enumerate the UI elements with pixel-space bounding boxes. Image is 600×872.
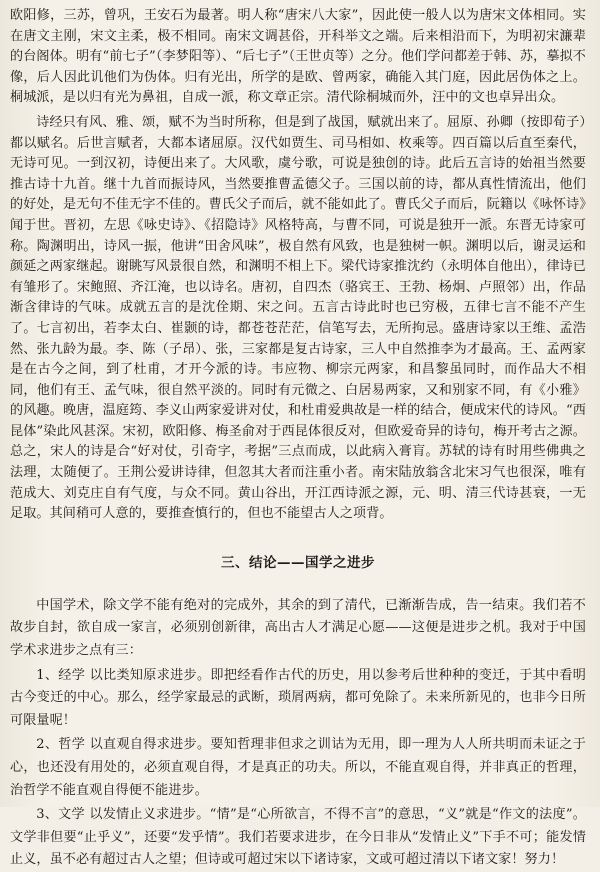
- paragraph-literature: 3、文学 以发情止义求进步。“情”是“心所欲言，不得不言”的意思，“义”就是“作文的法度”。文学非但要“止乎义”，还要“发乎情”。我们若要求进步，在今日非从“发情止义”下手不可；能发情止义，虽不必有超过古人之望；但诗或可超过宋以下诸诗家，文或可超过清以下诸文家！努力！: [10, 807, 586, 868]
- paragraph-prose-schools: 欧阳修，三苏，曾巩，王安石为最著。明人称“唐宋八大家”，因此使一般人以为唐宋文体相同。实在唐文主刚，宋文主柔，极不相同。南宋文调甚俗，开科举文之端。后来相沿而下，为明初宋濂辈的台阁体。明有“前七子”（李梦阳等）、“后七子”（王世贞等）之分。他们学问都差于韩、苏，摹拟不像，后人因此讥他们为伪体。归有光出，所学的是欧、曾两家，确能入其门庭，因此居伪体之上。桐城派，是以归有光为鼻祖，自成一派，称文章正宗。清代除桐城而外，汪中的文也卓异出众。: [10, 8, 586, 106]
- paragraph-conclusion-intro: 中国学术，除文学不能有绝对的完成外，其余的到了清代，已渐渐告成，告一结束。我们若不故步自封，欲自成一家言，必须别创新律，高出古人才满足心愿——这便是进步之机。我对于中国学术求进步之点有三：: [10, 597, 586, 659]
- paragraph-classics: 1、经学 以比类知原求进步。即把经看作古代的历史，用以参考后世种种的变迁，于其中看明古今变迁的中心。那么，经学家最忌的武断，琐屑两病，都可免除了。未来所新见的，也非今日所可限量呢！: [10, 667, 586, 728]
- conclusion-section: [10, 595, 586, 872]
- section-heading-conclusion: 三、结论——国学之进步: [221, 554, 375, 571]
- paragraph-philosophy: 2、哲学 以直观自得求进步。要知哲理非但求之训诂为无用，即一理为人人所共明而未证之于心，也还没有用处的，必须直观自得，才是真正的功夫。所以，不能直观自得，并非真正的哲理，治哲学不能直观自得便不能进步。: [10, 737, 586, 798]
- paragraph-poetry-history: 诗经只有风、雅、颂，赋不为当时所称，但是到了战国，赋就出来了。屈原、孙卿（按即荀子）都以赋名。后世言赋者，大都本诸屈原。汉代如贾生、司马相如、枚乘等。四百篇以后直至秦代，无诗可见。一到汉初，诗便出来了。大风歌，虞兮歌，可说是独创的诗。此后五言诗的始祖当然要推古诗十九首。继十九首而振诗风，当然要推曹孟德父子。三国以前的诗，都从真性情流出，他们的好处，是无句不佳无字不佳的。曹氏父子而后，就不能如此了。曹氏父子而后，阮籍以《咏怀诗》闻于世。晋初，左思《咏史诗》、《招隐诗》风格特高，与曹不同，可说是独开一派。东晋无诗家可称。陶渊明出，诗风一振，他讲“田舍风味”，极自然有风致，也是独树一帜。渊明以后，谢灵运和颜延之两家继起。谢眺写风景很自然，和渊明不相上下。梁代诗家推沈约（永明体自他出），律诗已有雏形了。宋鲍照、齐江淹，也以诗名。唐初，自四杰（骆宾王、王勃、杨炯、卢照邻）出，作品渐含律诗的气味。成就五言的是沈佺期、宋之问。五言古诗此时也已穷极，五律七言不能不产生了。七言初出，若李太白、崔颢的诗，都苍苍茫茫，信笔写去，无所拘忌。盛唐诗家以王维、孟浩然、张九龄为最。李、陈（子昂）、张，三家都是复古诗家，三人中自然推李为才最高。王、孟两家是在古今之间，到了杜甫，才开今派的诗。韦应物、柳宗元两家，和昌黎虽同时，而作品大不相同，他们有王、孟气味，很自然平淡的。同时有元微之、白居易两家，又和别家不同，有《小雅》的风趣。晚唐，温庭筠、李义山两家爱讲对仗，和杜甫爱典故是一样的结合，便成宋代的诗风。“西昆体”染此风甚深。宋初，欧阳修、梅圣俞对于西昆体很反对，但欧爱奇异的诗句，梅开考古之源。总之，宋人的诗是合“好对仗，引奇字，考据”三点而成，以此病入膏肓。苏轼的诗有时用些佛典之法理，太随便了。王荆公爱讲诗律，但忽其大者而注重小者。南宋陆放翁含北宋习气也很深，唯有范成大、刘克庄自有气度，与众不同。黄山谷出，开江西诗派之源，元、明、清三代诗甚衰，一无足取。其间稍可人意的，要推查慎行的，但也不能望古人之项背。: [10, 114, 586, 522]
